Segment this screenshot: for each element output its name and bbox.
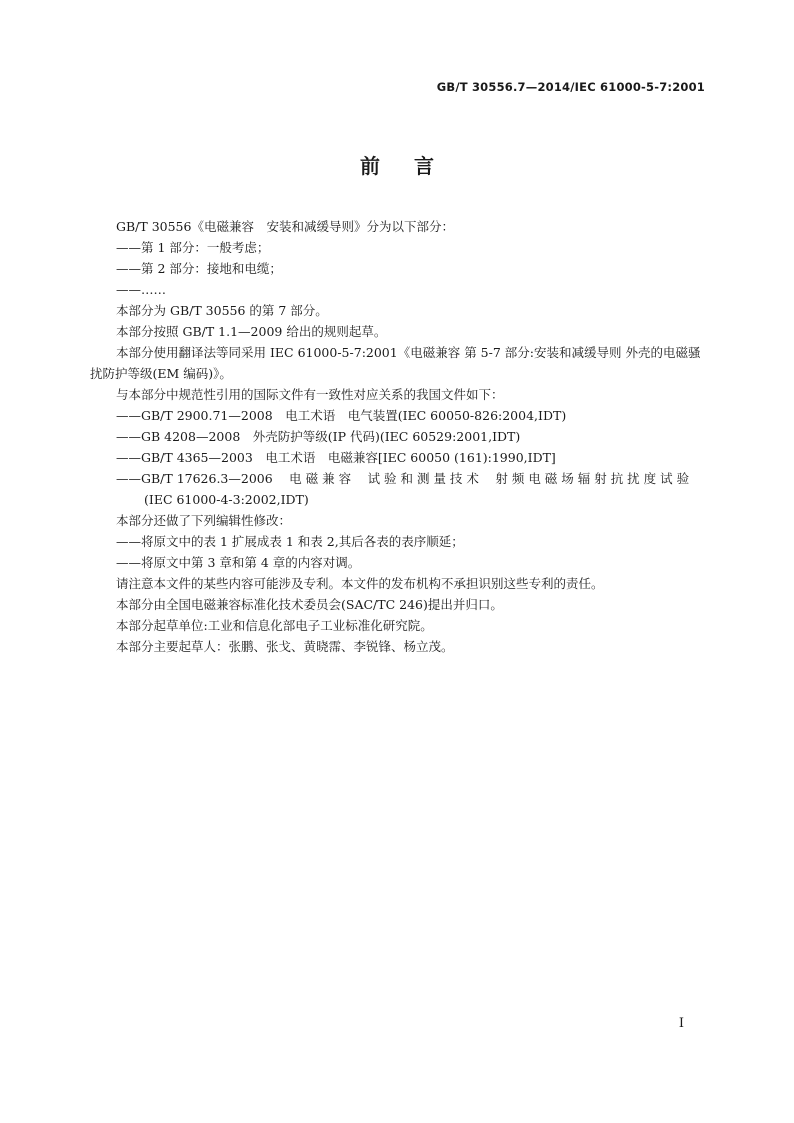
- paragraph-edits-intro: 本部分还做了下列编辑性修改：: [116, 513, 292, 528]
- paragraph-proposer: 本部分由全国电磁兼容标准化技术委员会(SAC/TC 246)提出并归口。: [116, 597, 503, 612]
- paragraph-drafters: 本部分主要起草人：张鹏、张戈、黄晓霈、李锐锋、杨立茂。: [116, 639, 454, 654]
- paragraph-references-intro: 与本部分中规范性引用的国际文件有一致性对应关系的我国文件如下：: [116, 387, 504, 402]
- paragraph-drafting-rules: 本部分按照 GB/T 1.1—2009 给出的规则起草。: [116, 324, 387, 339]
- list-item-edit-1: ——将原文中的表 1 扩展成表 1 和表 2,其后各表的表序顺延；: [116, 534, 464, 549]
- list-item-part-2: ——第 2 部分：接地和电缆；: [116, 261, 282, 276]
- standard-code-header: GB/T 30556.7—2014/IEC 61000-5-7:2001: [436, 80, 705, 94]
- paragraph-part-number: 本部分为 GB/T 30556 的第 7 部分。: [116, 303, 328, 318]
- list-item-reference-3: ——GB/T 4365—2003 电工术语 电磁兼容[IEC 60050 (161):1990,IDT]: [116, 450, 556, 465]
- list-item-reference-4: ——GB/T 17626.3—2006 电 磁 兼 容 试 验 和 测 量 技 术 射 频 电 磁 场 辐 射 抗 扰 度 试 验 (IEC 61000-4-3:2002,IDT): [116, 471, 690, 507]
- paragraph-drafting-unit: 本部分起草单位:工业和信息化部电子工业标准化研究院。: [116, 618, 433, 633]
- list-item-edit-2: ——将原文中第 3 章和第 4 章的内容对调。: [116, 555, 361, 570]
- list-item-part-1: ——第 1 部分：一般考虑；: [116, 240, 270, 255]
- list-item-reference-2: ——GB 4208—2008 外壳防护等级(IP 代码)(IEC 60529:2001,IDT): [116, 429, 521, 444]
- paragraph-adoption: 本部分使用翻译法等同采用 IEC 61000-5-7:2001《电磁兼容 第 5-7 部分:安装和减缓导则 外壳的电磁骚扰防护等级(EM 编码)》。: [90, 345, 701, 381]
- page-title: 前言: [360, 154, 468, 178]
- list-item-ellipsis: ——……: [116, 282, 166, 297]
- page-number: I: [678, 1016, 684, 1031]
- paragraph-parts-intro: GB/T 30556《电磁兼容 安装和减缓导则》分为以下部分：: [116, 219, 454, 234]
- list-item-reference-1: ——GB/T 2900.71—2008 电工术语 电气装置(IEC 60050-826:2004,IDT): [116, 408, 567, 423]
- paragraph-patent-notice: 请注意本文件的某些内容可能涉及专利。本文件的发布机构不承担识别这些专利的责任。: [116, 576, 604, 591]
- foreword-body: [90, 216, 706, 657]
